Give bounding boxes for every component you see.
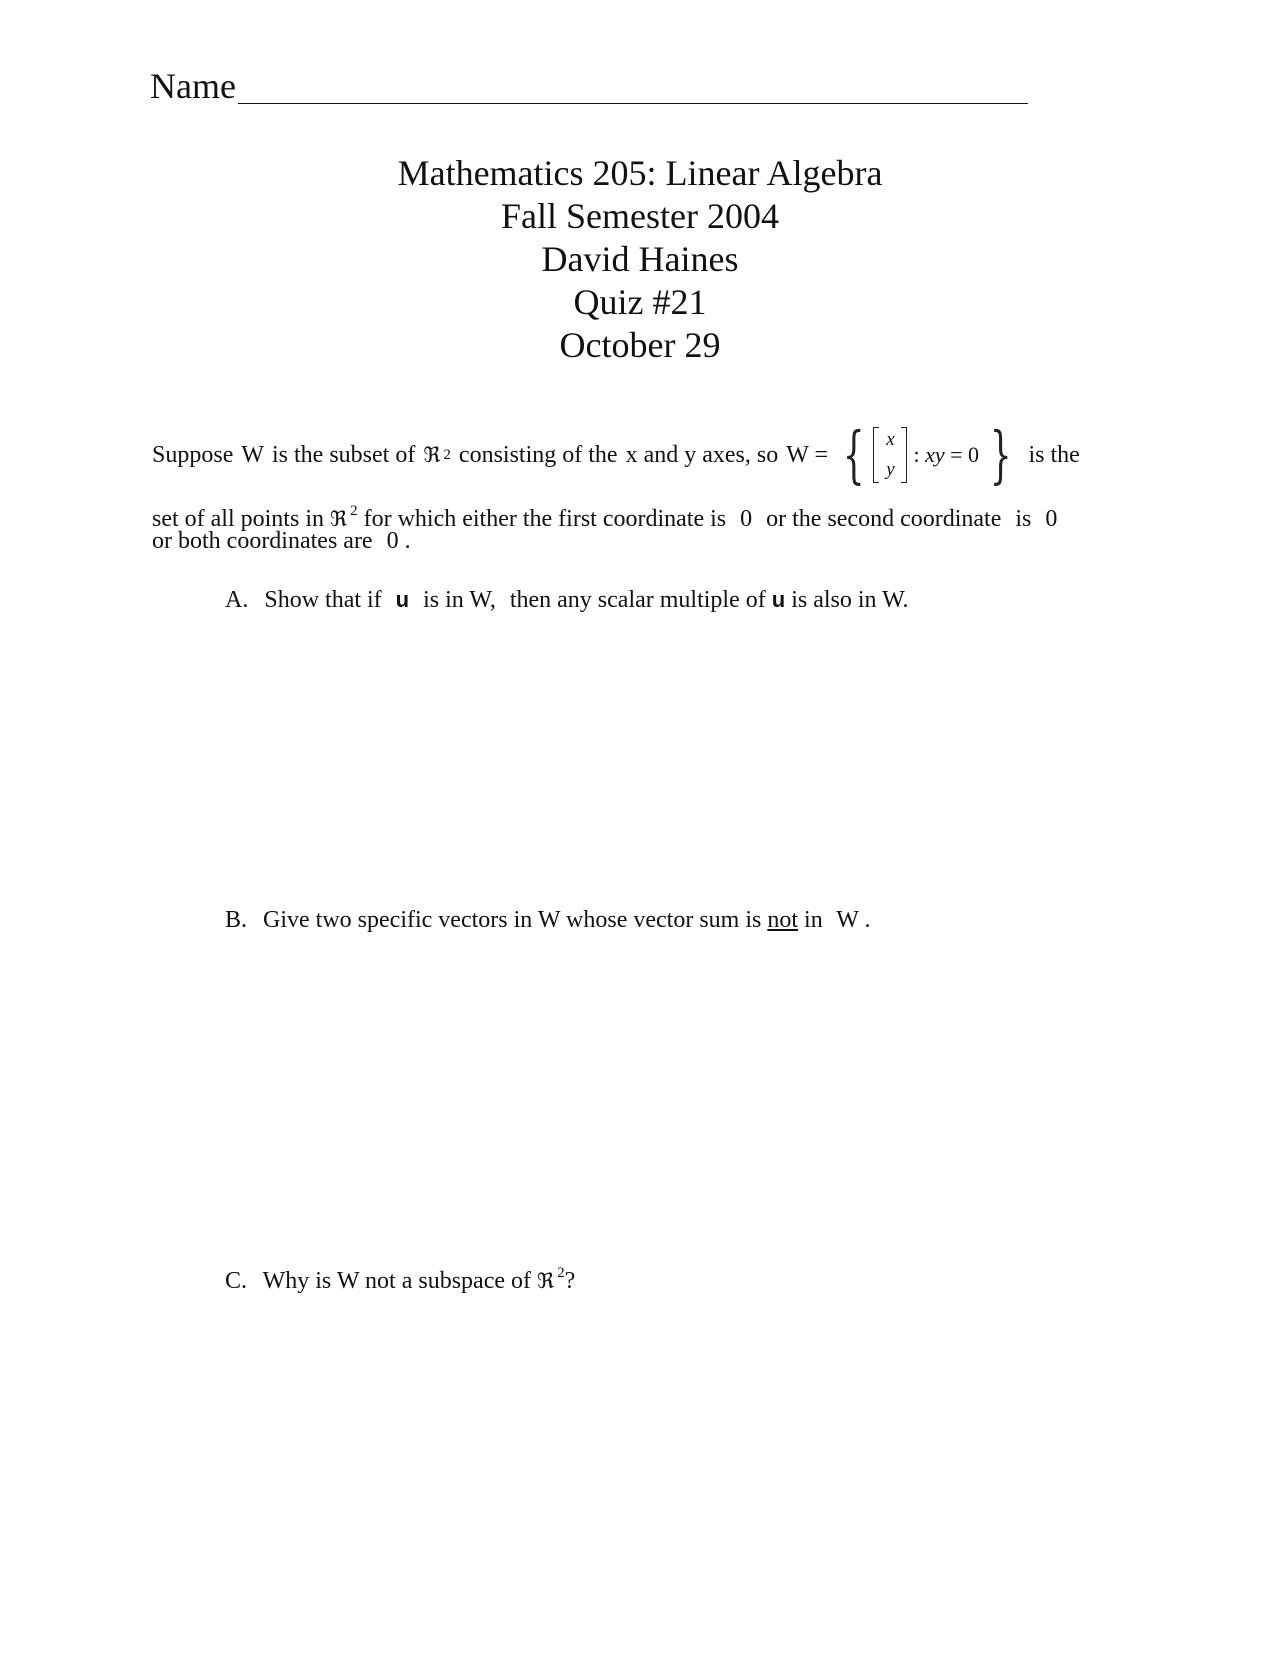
quiz-header — [0, 152, 1280, 367]
intro-line-2: set of all points in ℜ $^2$ for which either the first coordinate is 0 or the second coordinate is 0 — [152, 503, 1058, 532]
vector-x: x — [886, 429, 895, 450]
real-numbers-symbol: ℜ — [537, 1269, 555, 1293]
name-label: Name — [150, 66, 236, 106]
vector-y: y — [886, 459, 895, 480]
column-vector — [873, 427, 907, 483]
semester: Fall Semester 2004 — [501, 196, 779, 236]
quiz-number: Quiz #21 — [573, 282, 707, 322]
question-label: A. — [225, 587, 249, 613]
name-field — [150, 66, 1028, 106]
real-numbers-symbol: ℜ — [329, 507, 348, 531]
question-a: A. Show that if u is in W, then any scalar multiple of u is also in W. — [225, 587, 909, 613]
quiz-date: October 29 — [559, 325, 721, 365]
set-builder-notation — [834, 418, 1020, 491]
real-numbers-symbol: ℜ — [423, 443, 441, 467]
set-condition: : xy = 0 — [913, 442, 980, 467]
course-title: Mathematics 205: Linear Algebra — [397, 153, 883, 193]
brace-close: } — [989, 418, 1012, 491]
question-label: C. — [225, 1268, 248, 1294]
intro-line-3: or both coordinates are 0 . — [152, 528, 411, 554]
name-blank-line — [238, 103, 1028, 104]
question-c: C. Why is W not a subspace of ℜ $^2$? — [225, 1265, 576, 1294]
question-b: B. Give two specific vectors in W whose vector sum is not in W . — [225, 907, 871, 933]
intro-line-1: Suppose W is the subset of ℜ 2 consisting of the x and y axes, so W = { x y : xy = 0 } is the — [152, 418, 1080, 491]
brace-open: { — [842, 418, 865, 491]
instructor: David Haines — [541, 239, 739, 279]
question-label: B. — [225, 907, 248, 933]
